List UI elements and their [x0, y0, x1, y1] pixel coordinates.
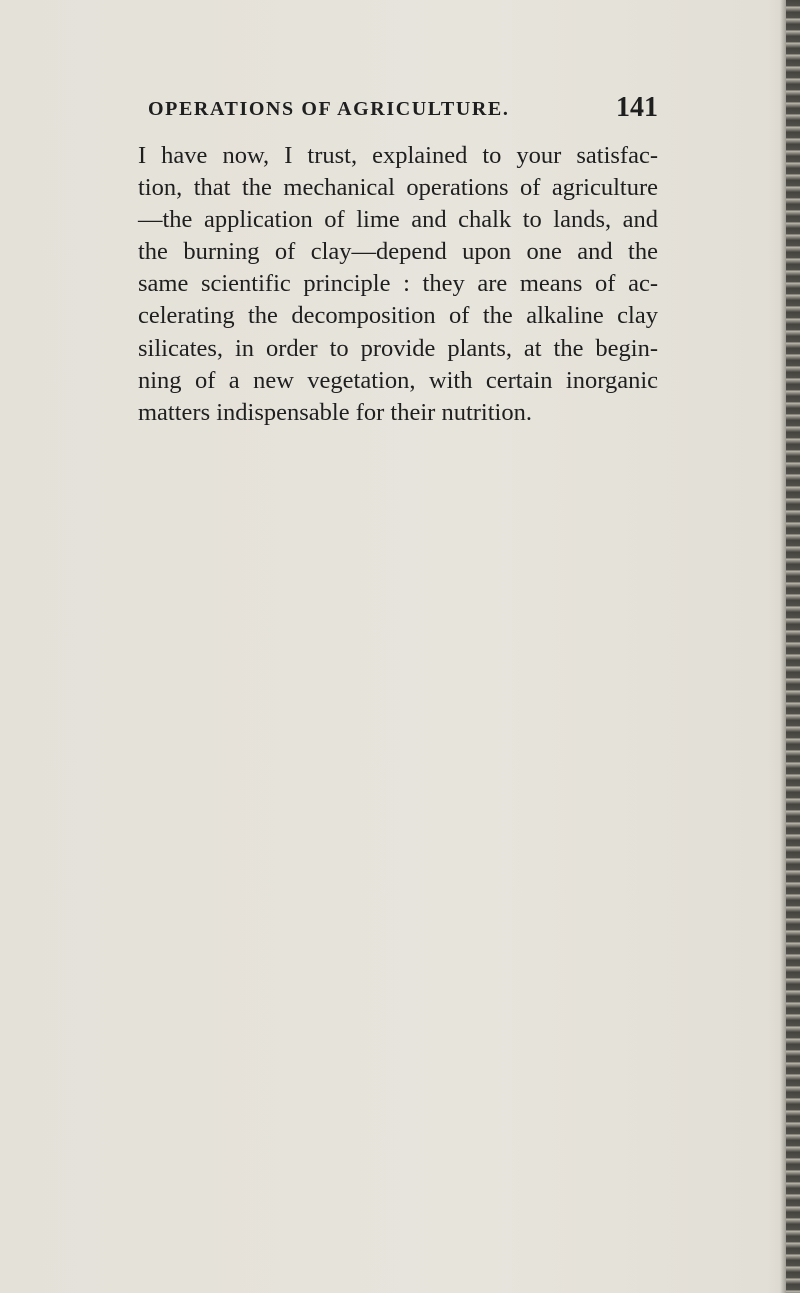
text-line: I have now, I trust, explained to your satisfac- — [138, 142, 658, 169]
text-line: matters indispensable for their nutrition. — [138, 398, 532, 426]
running-head — [148, 92, 658, 124]
text-line: the burning of clay—depend upon one and the — [138, 238, 658, 266]
text-line: tion, that the mechanical operations of agriculture — [138, 174, 658, 202]
text-line: —the application of lime and chalk to lands, and — [138, 206, 658, 234]
text-line: silicates, in order to provide plants, at the begin- — [138, 334, 658, 362]
text-line: same scientific principle : they are means of ac- — [138, 270, 658, 298]
page-number: 141 — [616, 92, 658, 123]
running-title: OPERATIONS OF AGRICULTURE. — [148, 98, 510, 120]
text-line: celerating the decomposition of the alkaline clay — [138, 302, 658, 330]
page-edge — [786, 0, 800, 1293]
text-line: ning of a new vegetation, with certain inorganic — [138, 366, 658, 394]
body-paragraph — [138, 140, 658, 429]
